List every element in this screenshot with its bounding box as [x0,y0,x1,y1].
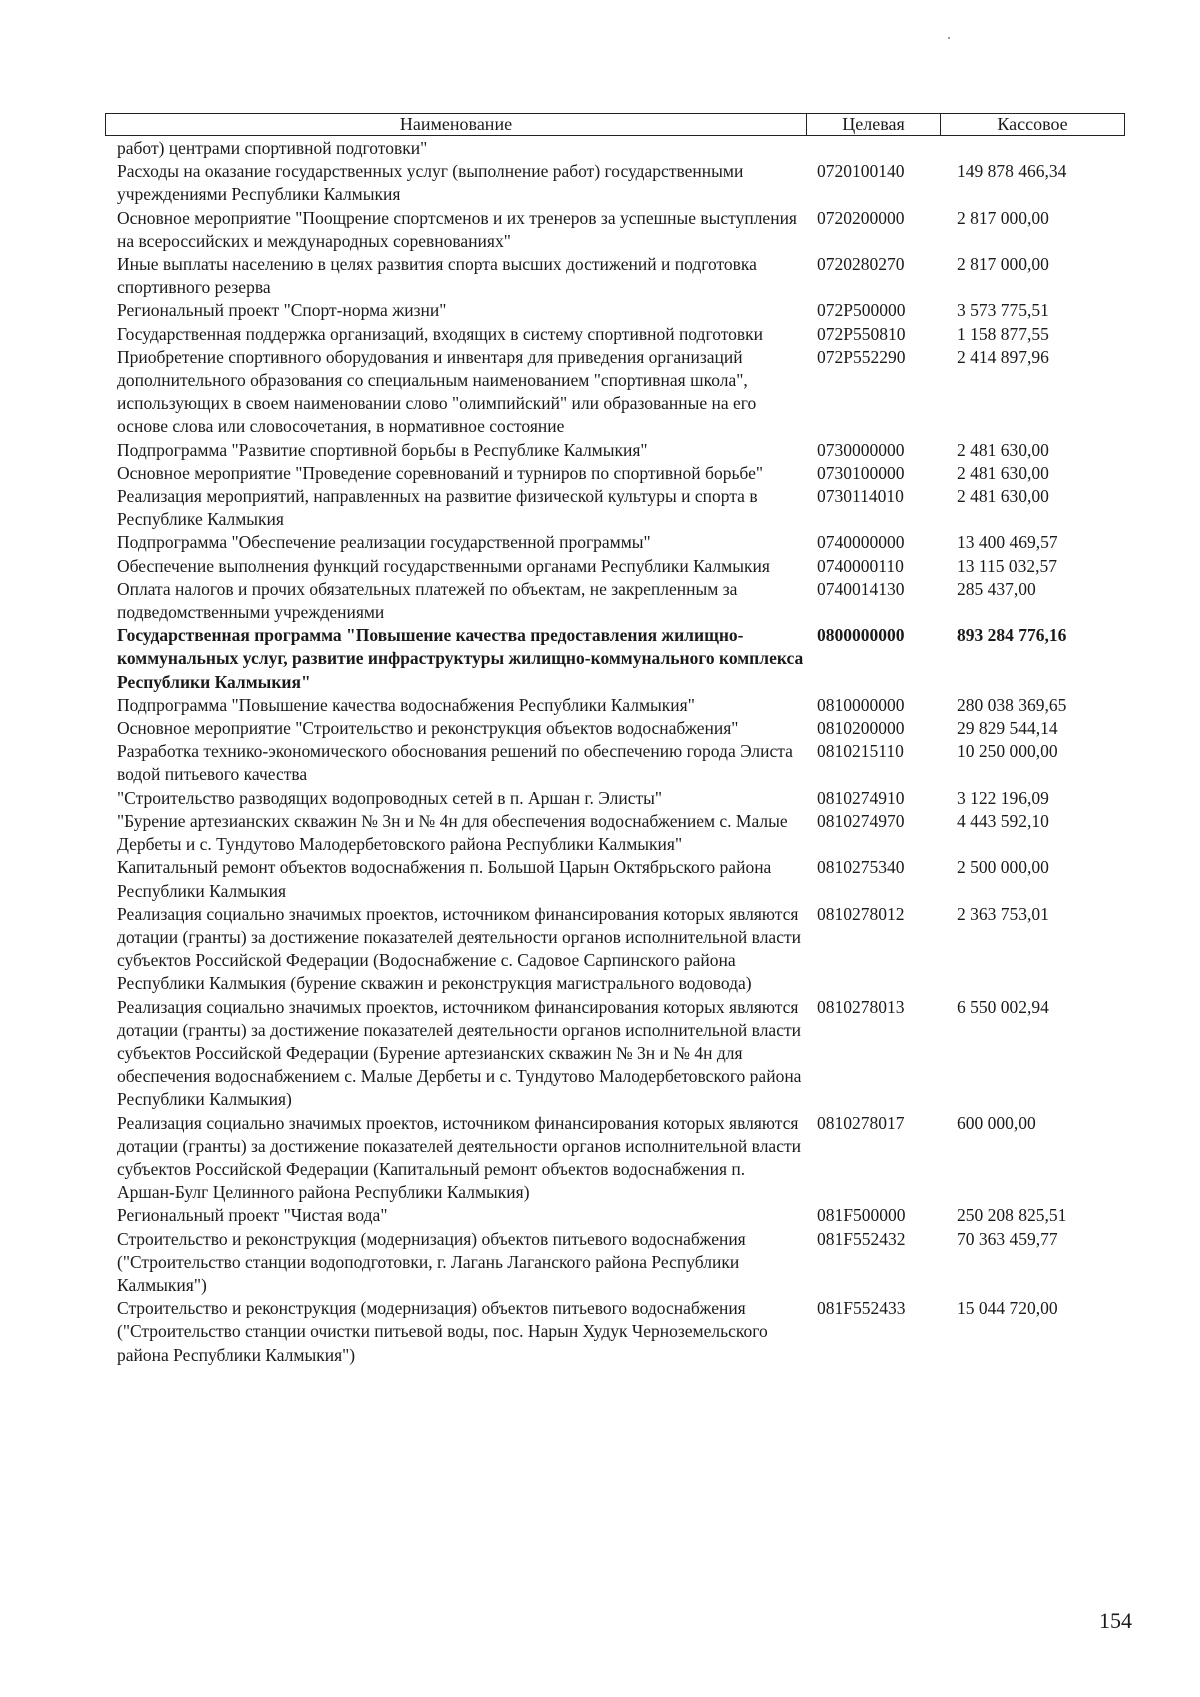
table-row [117,787,1122,810]
row-name: Реализация социально значимых проектов, источником финансирования которых являются дотации (гранты) за достижение показателей деятельности органов исполнительной власти субъектов Российской Федерации (Капитальный ремонт объектов водоснабжения п. Аршан-Булг Целинного района Республики Калмыкия) [117,1112,801,1203]
table-row [117,323,1122,346]
row-amount: 6 550 002,94 [957,996,1049,1017]
header-name-col: Наименование [106,114,807,135]
row-amount: 285 437,00 [957,578,1036,599]
row-name: Основное мероприятие "Проведение соревнований и турниров по спортивной борьбе" [117,462,764,483]
table-row [117,856,1122,902]
table-row [117,1112,1122,1205]
table-row [117,253,1122,299]
table-row [117,555,1122,578]
row-amount: 3 573 775,51 [957,300,1049,321]
row-amount: 2 817 000,00 [957,254,1049,275]
table-row [117,717,1122,740]
row-code: 0810278012 [817,903,905,924]
row-code: 0810274970 [817,810,905,831]
row-name: Обеспечение выполнения функций государственными органами Республики Калмыкия [117,555,770,576]
row-name: Реализация социально значимых проектов, источником финансирования которых являются дотации (гранты) за достижение показателей деятельности органов исполнительной власти субъектов Российской Федерации (Бурение артезианских скважин № 3н и № 4н для обеспечения водоснабжением с. Малые Дербеты и с. Тундутово Малодербетовского района Республики Калмыкия) [117,996,802,1110]
row-amount: 2 500 000,00 [957,857,1049,878]
scan-speck [948,37,950,39]
table-row [117,1228,1122,1298]
table-row [117,1204,1122,1227]
row-amount: 13 115 032,57 [957,555,1057,576]
page-number: 154 [1099,1608,1132,1633]
header-amount-col: Кассовое [997,114,1068,134]
row-amount: 70 363 459,77 [957,1228,1058,1249]
row-name: Строительство и реконструкция (модернизация) объектов питьевого водоснабжения ("Строительство станции очистки питьевой воды, пос. Нарын Худук Черноземельского района Республики Калмыкия") [117,1298,768,1365]
row-amount: 2 414 897,96 [957,346,1049,367]
row-code: 0810000000 [817,694,905,715]
row-code: 0810200000 [817,718,905,739]
row-amount: 250 208 825,51 [957,1205,1067,1226]
row-code: 0810275340 [817,857,905,878]
table-row [117,485,1122,531]
row-code: 072P500000 [817,300,906,321]
table-header [105,113,1125,136]
table-row [117,160,1122,206]
header-code-col: Целевая [807,114,941,135]
row-amount: 15 044 720,00 [957,1298,1058,1319]
row-code: 0740000000 [817,532,905,553]
row-name: Реализация социально значимых проектов, источником финансирования которых являются дотации (гранты) за достижение показателей деятельности органов исполнительной власти субъектов Российской Федерации (Водоснабжение с. Садовое Сарпинского района Республики Калмыкия (бурение скважин и реконструкция магистрального водовода) [117,903,801,994]
row-code: 072P550810 [817,323,906,344]
table-row [117,299,1122,322]
row-code: 0740000110 [817,555,904,576]
table-row [117,207,1122,253]
row-code: 0720280270 [817,254,905,275]
table-row [117,996,1122,1112]
row-amount: 2 481 630,00 [957,486,1049,507]
row-amount: 10 250 000,00 [957,741,1058,762]
table-row [117,462,1122,485]
table-row [117,810,1122,856]
table-row [117,346,1122,439]
row-code: 072P552290 [817,346,906,367]
row-code: 0800000000 [817,625,905,646]
row-amount: 280 038 369,65 [957,694,1067,715]
row-code: 0730114010 [817,486,904,507]
row-code: 0730000000 [817,439,905,460]
row-name: Подпрограмма "Обеспечение реализации государственной программы" [117,532,651,553]
row-code: 081F552432 [817,1228,906,1249]
row-name: "Бурение артезианских скважин № 3н и № 4н для обеспечения водоснабжением с. Малые Дербеты и с. Тундутово Малодербетовского района Республики Калмыкия" [117,810,788,855]
row-amount: 2 363 753,01 [957,903,1049,924]
row-amount: 2 817 000,00 [957,207,1049,228]
table-row [117,439,1122,462]
row-code: 0730100000 [817,462,905,483]
row-name: Основное мероприятие "Поощрение спортсменов и их тренеров за успешные выступления на всероссийских и международных соревнованиях" [117,207,797,251]
row-amount: 600 000,00 [957,1112,1036,1133]
row-name: Основное мероприятие "Строительство и реконструкция объектов водоснабжения" [117,718,739,739]
row-code: 0810278013 [817,996,905,1017]
row-name: Оплата налогов и прочих обязательных платежей по объектам, не закрепленным за подведомственными учреждениями [117,578,738,623]
row-amount: 3 122 196,09 [957,787,1049,808]
table-row [117,903,1122,996]
table-row [117,531,1122,554]
row-name: "Строительство разводящих водопроводных сетей в п. Аршан г. Элисты" [117,787,663,808]
row-name: Региональный проект "Чистая вода" [117,1205,388,1226]
row-name: Реализация мероприятий, направленных на развитие физической культуры и спорта в Республике Калмыкия [117,486,758,530]
row-amount: 13 400 469,57 [957,532,1058,553]
row-amount: 29 829 544,14 [957,718,1058,739]
row-name: работ) центрами спортивной подготовки" [117,138,428,158]
row-code: 0720100140 [817,161,905,182]
table-row [117,578,1122,624]
row-amount: 893 284 776,16 [957,625,1067,646]
row-name: Государственная программа "Повышение качества предоставления жилищно-коммунальных услуг, развитие инфраструктуры жилищно-коммунального комплекса Республики Калмыкия" [117,625,804,692]
row-code [807,137,957,160]
table-row [117,624,1122,694]
row-code: 0810215110 [817,741,904,762]
row-name: Разработка технико-экономического обоснования решений по обеспечению города Элиста водой питьевого качества [117,741,793,785]
row-name: Региональный проект "Спорт-норма жизни" [117,300,447,321]
row-name: Подпрограмма "Развитие спортивной борьбы в Республике Калмыкия" [117,439,648,460]
row-amount: 1 158 877,55 [957,323,1049,344]
row-name: Государственная поддержка организаций, входящих в систему спортивной подготовки [117,323,764,344]
row-code: 0810278017 [817,1112,905,1133]
row-code: 081F552433 [817,1298,906,1319]
table-row [117,1297,1122,1367]
row-amount: 2 481 630,00 [957,439,1049,460]
row-amount: 4 443 592,10 [957,810,1049,831]
row-code: 0740014130 [817,578,905,599]
row-name: Подпрограмма "Повышение качества водоснабжения Республики Калмыкия" [117,694,695,715]
row-name: Строительство и реконструкция (модернизация) объектов питьевого водоснабжения ("Строительство станции водоподготовки, г. Лагань Лаганского района Республики Калмыкия") [117,1228,746,1295]
table-row [117,694,1122,717]
row-code: 0810274910 [817,787,905,808]
row-amount: 2 481 630,00 [957,462,1049,483]
row-amount: 149 878 466,34 [957,161,1067,182]
row-name: Приобретение спортивного оборудования и инвентаря для приведения организаций дополнительного образования со специальным наименованием "спортивная школа", использующих в своем наименовании слово "олимпийский" или образованные на его основе слова или словосочетания, в нормативное состояние [117,346,757,437]
table-body [117,137,1122,1367]
row-code: 081F500000 [817,1205,906,1226]
row-name: Капитальный ремонт объектов водоснабжения п. Большой Царын Октябрьского района Республики Калмыкия [117,857,772,901]
row-name: Иные выплаты населению в целях развития спорта высших достижений и подготовка спортивного резерва [117,254,757,298]
row-code: 0720200000 [817,207,905,228]
row-name: Расходы на оказание государственных услуг (выполнение работ) государственными учреждениями Республики Калмыкия [117,161,744,205]
table-row [117,740,1122,786]
table-row [117,137,1122,160]
